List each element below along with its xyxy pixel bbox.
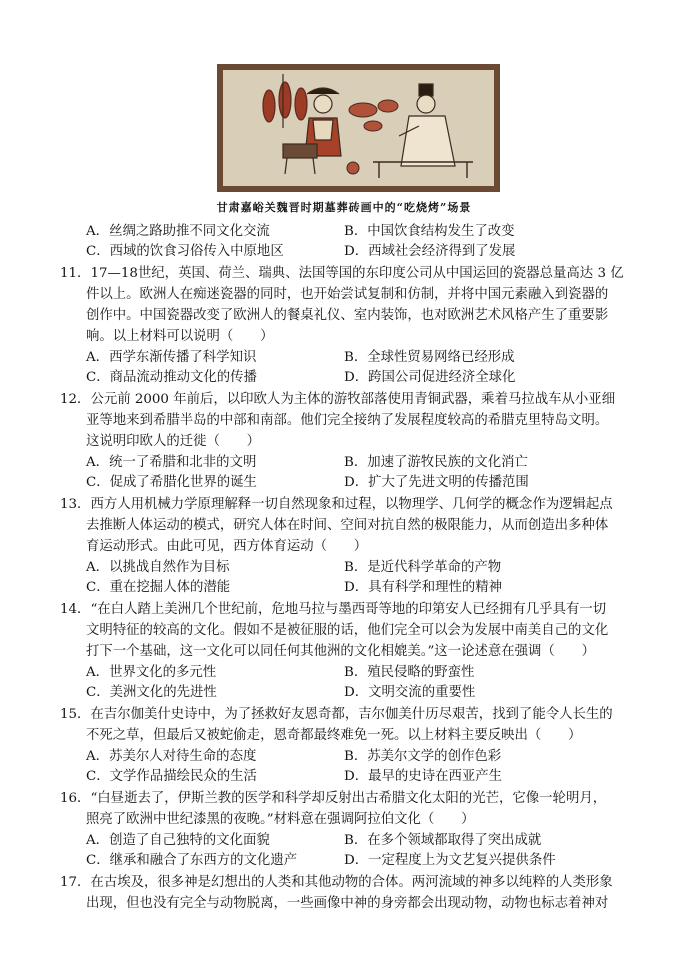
q11-option-b: B．全球性贸易网络已经形成 [344,350,515,365]
q15-option-d: D．最早的史诗在西亚产生 [344,769,503,784]
q13-option-b: B．是近代科学革命的产物 [344,560,502,575]
question-15-stem: 15．在吉尔伽美什史诗中，为了拯救好友恩奇都，吉尔伽美什历尽艰苦，找到了能令人长生的 [60,707,613,722]
question-17-text: 出现，但也没有完全与动物脱离，一些画像中神的身旁都会出现动物，动物也标志着神对 [86,896,609,911]
q15-option-b: B．苏美尔文学的创作色彩 [344,749,502,764]
q10-option-a: A．丝绸之路助推不同文化交流 [86,224,270,239]
q13-option-d: D．具有科学和理性的精神 [344,580,503,595]
question-14-stem: 14．“在白人踏上美洲几个世纪前，危地马拉与墨西哥等地的印第安人已经拥有几乎具有一切 [60,602,607,617]
q12-option-c: C．促成了希腊化世界的诞生 [86,475,257,490]
q14-option-c: C．美洲文化的先进性 [86,685,217,700]
q10-option-d: D．西域社会经济得到了发展 [344,244,516,259]
brick-painting-image [217,64,500,192]
q14-option-a: A．世界文化的多元性 [86,665,217,680]
q11-option-c: C．商品流动推动文化的传播 [86,370,257,385]
question-13-text: 去推断人体运动的模式，研究人体在时间、空间对抗自然的极限能力，从而创造出多种体 [86,518,609,533]
q10-option-b: B．中国饮食结构发生了改变 [344,224,515,239]
question-14-text: 打下一个基础，这一文化可以同任何其他洲的文化相媲美。”这一论述意在强调（ ） [86,644,595,659]
question-17-stem: 17．在古埃及，很多神是幻想出的人类和其他动物的合体。两河流域的神多以纯粹的人类形象 [60,875,613,890]
question-14-text: 文明特征的较高的文化。假如不是被征服的话，他们完全可以会为发展中南美自己的文化 [86,623,609,638]
q13-option-a: A．以挑战自然作为目标 [86,560,230,575]
question-12-stem: 12．公元前 2000 年前后，以印欧人为主体的游牧部落使用青铜武器，乘着马拉战车从小亚细 [60,392,616,407]
question-16-stem: 16．“白昼逝去了，伊斯兰教的医学和科学却反射出古希腊文化太阳的光芒，它像一轮明月， [60,791,607,806]
q14-option-b: B．殖民侵略的野蛮性 [344,665,475,680]
q11-option-d: D．跨国公司促进经济全球化 [344,370,516,385]
q11-option-a: A．西学东渐传播了科学知识 [86,350,257,365]
q16-option-b: B．在多个领域都取得了突出成就 [344,833,542,848]
q16-option-d: D．一定程度上为文艺复兴提供条件 [344,853,556,868]
question-11-text: 件以上。欧洲人在痴迷瓷器的同时，也开始尝试复制和仿制，并将中国元素融入到瓷器的 [86,287,609,302]
question-11-text: 创作中。中国瓷器改变了欧洲人的餐桌礼仪、室内装饰，也对欧洲艺术风格产生了重要影 [86,308,609,323]
q13-option-c: C．重在挖掘人体的潜能 [86,580,231,595]
question-11-stem: 11．17—18世纪，英国、荷兰、瑞典、法国等国的东印度公司从中国运回的瓷器总量高达 3 亿 [60,266,624,281]
q12-option-b: B．加速了游牧民族的文化消亡 [344,455,528,470]
question-13-stem: 13．西方人用机械力学原理解释一切自然现象和过程，以物理学、几何学的概念作为逻辑起点 [60,497,613,512]
question-13-text: 育运动形式。由此可见，西方体育运动（ ） [86,539,368,554]
question-12-text: 这说明印欧人的迁徙（ ） [86,434,261,449]
q12-option-d: D．扩大了先进文明的传播范围 [344,475,529,490]
q16-option-c: C．继承和融合了东西方的文化遗产 [86,853,298,868]
q14-option-d: D．文明交流的重要性 [344,685,476,700]
q15-option-c: C．文学作品描绘民众的生活 [86,769,257,784]
question-15-text: 不死之草，但最后又被蛇偷走，恩奇都最终难免一死。以上材料主要反映出（ ） [86,728,582,743]
question-12-text: 亚等地来到希腊半岛的中部和南部。他们完全接纳了发展程度较高的希腊克里特岛文明。 [86,413,609,428]
question-16-text: 照亮了欧洲中世纪漆黑的夜晚。”材料意在强调阿拉伯文化（ ） [86,812,475,827]
figure-caption: 甘肃嘉峪关魏晋时期墓葬砖画中的“吃烧烤”场景 [216,201,472,214]
q12-option-a: A．统一了希腊和北非的文明 [86,455,257,470]
q15-option-a: A．苏美尔人对待生命的态度 [86,749,257,764]
q10-option-c: C．西域的饮食习俗传入中原地区 [86,244,284,259]
brick-painting-illustration [223,70,494,186]
q16-option-a: A．创造了自己独特的文化面貌 [86,833,270,848]
question-11-text: 响。以上材料可以说明（ ） [86,329,274,344]
